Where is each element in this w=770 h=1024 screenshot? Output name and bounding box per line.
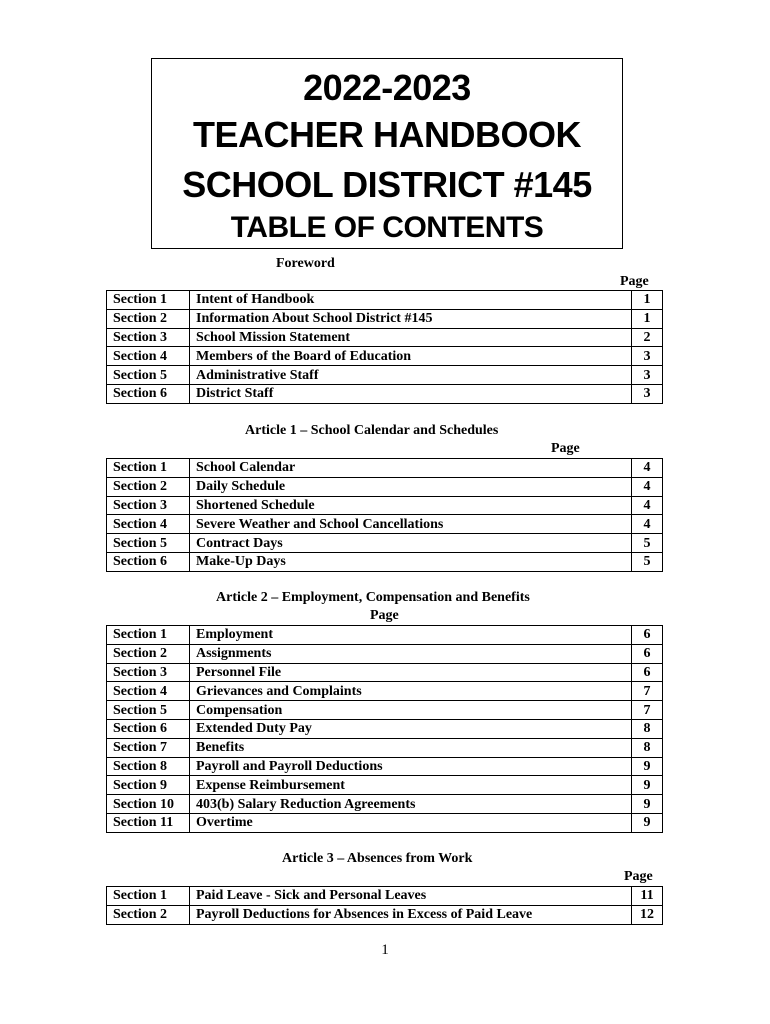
toc-section-label: Section 2 [107,905,190,924]
toc-section-label: Section 4 [107,682,190,701]
toc-section-label: Section 5 [107,534,190,553]
toc-entry-title: Make-Up Days [190,552,632,571]
toc-row [107,887,663,906]
toc-page-number: 9 [632,813,663,832]
toc-row [107,534,663,553]
article3-page-label: Page [624,869,653,884]
toc-row [107,663,663,682]
toc-section-label: Section 3 [107,663,190,682]
toc-page-number: 9 [632,795,663,814]
toc-row [107,477,663,496]
toc-page-number: 8 [632,719,663,738]
toc-section-label: Section 6 [107,552,190,571]
toc-section-label: Section 8 [107,757,190,776]
toc-section-label: Section 5 [107,701,190,720]
toc-entry-title: Shortened Schedule [190,496,632,515]
toc-section-label: Section 1 [107,626,190,645]
toc-row [107,813,663,832]
toc-entry-title: Expense Reimbursement [190,776,632,795]
title-district: SCHOOL DISTRICT #145 [182,164,592,205]
toc-row [107,738,663,757]
toc-page-number: 4 [632,515,663,534]
title-toc: TABLE OF CONTENTS [230,211,544,244]
toc-page-number: 9 [632,757,663,776]
toc-section-label: Section 1 [107,887,190,906]
toc-entry-title: Information About School District #145 [190,309,632,328]
article1-table [106,458,663,572]
article2-heading: Article 2 – Employment, Compensation and Benefits [216,590,530,605]
toc-page-number: 6 [632,663,663,682]
article1-heading: Article 1 – School Calendar and Schedules [245,423,499,438]
toc-section-label: Section 9 [107,776,190,795]
toc-row [107,515,663,534]
article3-heading: Article 3 – Absences from Work [282,851,473,866]
toc-page-number: 7 [632,701,663,720]
toc-row [107,776,663,795]
toc-row [107,682,663,701]
toc-page-number: 1 [632,291,663,310]
toc-section-label: Section 3 [107,328,190,347]
toc-section-label: Section 1 [107,459,190,478]
article3-table [106,886,663,925]
toc-entry-title: Benefits [190,738,632,757]
toc-section-label: Section 6 [107,719,190,738]
toc-entry-title: Severe Weather and School Cancellations [190,515,632,534]
toc-section-label: Section 4 [107,515,190,534]
toc-page-number: 7 [632,682,663,701]
toc-entry-title: Payroll Deductions for Absences in Excess of Paid Leave [190,905,632,924]
toc-entry-title: Overtime [190,813,632,832]
toc-row [107,384,663,403]
toc-page-number: 6 [632,626,663,645]
foreword-page-label: Page [620,274,649,289]
toc-page-number: 11 [632,887,663,906]
toc-row [107,459,663,478]
toc-entry-title: Employment [190,626,632,645]
toc-row [107,347,663,366]
toc-page-number: 4 [632,459,663,478]
foreword-table [106,290,663,404]
article2-page-label: Page [370,608,399,623]
toc-row [107,328,663,347]
toc-entry-title: School Calendar [190,459,632,478]
toc-row [107,552,663,571]
toc-row [107,905,663,924]
toc-entry-title: Assignments [190,644,632,663]
toc-section-label: Section 7 [107,738,190,757]
toc-section-label: Section 2 [107,644,190,663]
page-number: 1 [381,942,389,958]
toc-page-number: 3 [632,366,663,385]
toc-row [107,719,663,738]
article1-rows [107,459,663,572]
toc-page-number: 12 [632,905,663,924]
toc-entry-title: Contract Days [190,534,632,553]
toc-page-number: 5 [632,552,663,571]
toc-row [107,644,663,663]
toc-entry-title: District Staff [190,384,632,403]
toc-section-label: Section 5 [107,366,190,385]
toc-section-label: Section 2 [107,477,190,496]
toc-entry-title: School Mission Statement [190,328,632,347]
toc-entry-title: Administrative Staff [190,366,632,385]
toc-section-label: Section 11 [107,813,190,832]
toc-page-number: 2 [632,328,663,347]
toc-row [107,366,663,385]
foreword-rows [107,291,663,404]
article2-rows [107,626,663,833]
toc-entry-title: Extended Duty Pay [190,719,632,738]
toc-entry-title: Paid Leave - Sick and Personal Leaves [190,887,632,906]
toc-entry-title: Intent of Handbook [190,291,632,310]
toc-row [107,795,663,814]
toc-page-number: 6 [632,644,663,663]
toc-page-number: 9 [632,776,663,795]
toc-page-number: 8 [632,738,663,757]
toc-entry-title: Payroll and Payroll Deductions [190,757,632,776]
toc-row [107,701,663,720]
toc-entry-title: Members of the Board of Education [190,347,632,366]
toc-page-number: 4 [632,496,663,515]
toc-entry-title: 403(b) Salary Reduction Agreements [190,795,632,814]
toc-row [107,309,663,328]
toc-section-label: Section 10 [107,795,190,814]
toc-section-label: Section 6 [107,384,190,403]
toc-entry-title: Grievances and Complaints [190,682,632,701]
toc-page-number: 3 [632,384,663,403]
toc-section-label: Section 1 [107,291,190,310]
article2-table [106,625,663,833]
article3-rows [107,887,663,925]
toc-page-number: 4 [632,477,663,496]
toc-row [107,626,663,645]
article1-page-label: Page [551,441,580,456]
toc-section-label: Section 2 [107,309,190,328]
toc-row [107,757,663,776]
toc-page-number: 1 [632,309,663,328]
toc-section-label: Section 4 [107,347,190,366]
toc-entry-title: Daily Schedule [190,477,632,496]
toc-page-number: 5 [632,534,663,553]
foreword-heading: Foreword [276,256,335,271]
title-box [151,58,623,249]
toc-entry-title: Compensation [190,701,632,720]
toc-section-label: Section 3 [107,496,190,515]
title-handbook: TEACHER HANDBOOK [193,114,581,155]
toc-row [107,291,663,310]
toc-entry-title: Personnel File [190,663,632,682]
title-year: 2022-2023 [303,67,471,108]
toc-row [107,496,663,515]
toc-page-number: 3 [632,347,663,366]
